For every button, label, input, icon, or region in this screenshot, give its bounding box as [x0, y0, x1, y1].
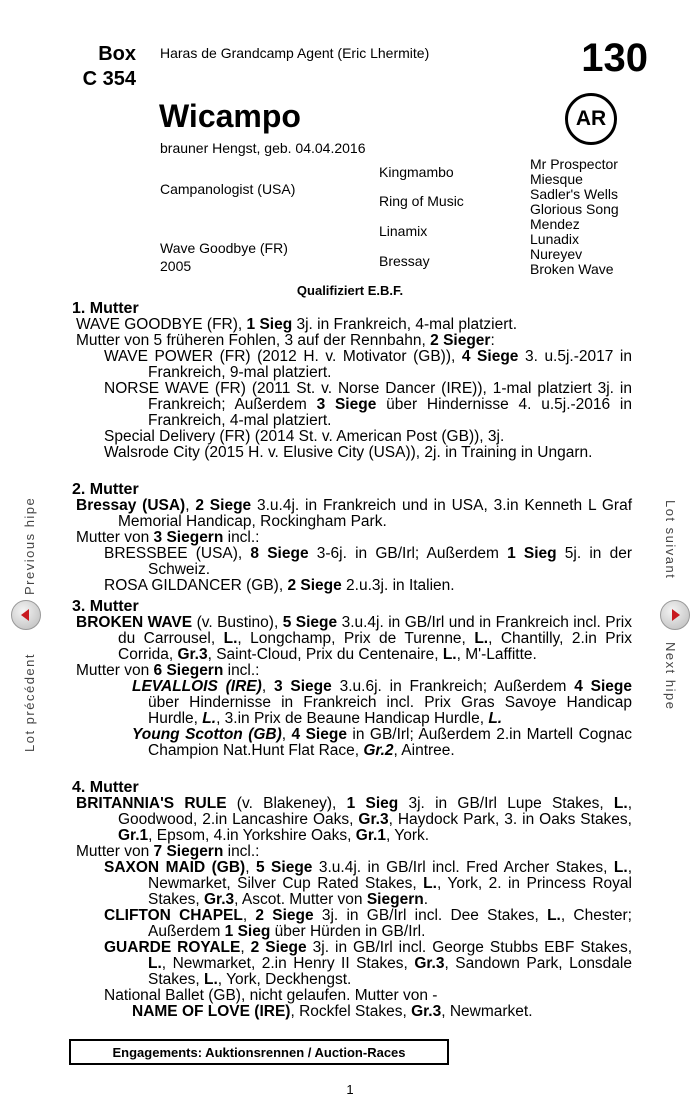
pedigree-dam: Wave Goodbye (FR) [160, 240, 288, 256]
pedigree-gg-1: Mr Prospector [530, 156, 618, 172]
pedigree-sire-sire: Kingmambo [379, 164, 454, 180]
pedigree-sire-dam: Ring of Music [379, 193, 464, 209]
produce-entry: Walsrode City (2015 H. v. Elusive City (USA)), 2j. in Training in Ungarn. [104, 444, 593, 461]
pedigree-dam-sire: Linamix [379, 223, 428, 239]
previous-hipe-link[interactable]: Previous hipe [22, 496, 37, 595]
dam-entry: WAVE GOODBYE (FR), 1 Sieg 3j. in Frankreich, 4-mal platziert. [76, 316, 518, 333]
section-heading: 2. Mutter [72, 481, 139, 498]
produce-entry: NAME OF LOVE (IRE), Rockfel Stakes, Gr.3, Newmarket. [132, 1003, 533, 1020]
horse-description: brauner Hengst, geb. 04.04.2016 [160, 140, 366, 156]
pedigree-gg-3: Sadler's Wells [530, 186, 618, 202]
dam-entry: Bressay (USA), 2 Siege 3.u.4j. in Frankreich und in USA, 3.in Kenneth L Graf Memorial Handicap, Rockingham Park. [76, 497, 632, 530]
box-line-1: Box [98, 43, 136, 65]
produce-entry: WAVE POWER (FR) (2012 H. v. Motivator (GB)), 4 Siege 3. u.5j.-2017 in Frankreich, 9-mal platziert. [104, 348, 632, 381]
pedigree-gg-8: Broken Wave [530, 261, 614, 277]
next-hipe-link[interactable]: Next hipe [663, 642, 678, 711]
lot-precedent-link[interactable]: Lot précédent [22, 652, 37, 752]
lot-suivant-link[interactable]: Lot suivant [663, 500, 678, 580]
pedigree-gg-6: Lunadix [530, 231, 580, 247]
produce-entry: National Ballet (GB), nicht gelaufen. Mutter von - [104, 987, 438, 1004]
produce-entry: Special Delivery (FR) (2014 St. v. American Post (GB)), 3j. [104, 428, 505, 445]
arrow-right-icon [667, 607, 683, 623]
page-number: 1 [346, 1082, 354, 1097]
pedigree-gg-4: Glorious Song [530, 201, 619, 217]
produce-summary: Mutter von 6 Siegern incl.: [76, 662, 260, 679]
engagements-box: Engagements: Auktionsrennen / Auction-Races [69, 1039, 449, 1065]
dam-entry: BROKEN WAVE (v. Bustino), 5 Siege 3.u.4j. in GB/Irl und in Frankreich incl. Prix du Carrousel, L., Longchamp, Prix de Turenne, L., Chantilly, 2.in Prix Corrida, Gr.3, Saint-Cloud, Prix du Centenaire, L., M'-Laffitte. [76, 614, 632, 663]
produce-summary: Mutter von 7 Siegern incl.: [76, 843, 260, 860]
produce-entry: NORSE WAVE (FR) (2011 St. v. Norse Dancer (IRE)), 1-mal platziert 3j. in Frankreich; Außerdem 3 Siege über Hindernisse 4. u.5j.-2016 in Frankreich, 4-mal platziert. [104, 380, 632, 429]
box-label [66, 42, 136, 92]
produce-entry: BRESSBEE (USA), 8 Siege 3-6j. in GB/Irl; Außerdem 1 Sieg 5j. in der Schweiz. [104, 545, 632, 578]
section-third-dam [72, 599, 632, 759]
pedigree-dam-dam: Bressay [379, 253, 430, 269]
section-first-dam [72, 301, 632, 461]
arrow-left-icon [18, 607, 34, 623]
pedigree-gg-2: Miesque [530, 171, 583, 187]
pedigree-dam-year: 2005 [160, 258, 192, 274]
pedigree-sire: Campanologist (USA) [160, 181, 296, 197]
section-fourth-dam [72, 780, 632, 1020]
section-heading: 4. Mutter [72, 779, 139, 796]
horse-name: Wicampo [159, 98, 301, 134]
produce-summary: Mutter von 5 früheren Fohlen, 3 auf der Rennbahn, 2 Sieger: [76, 332, 495, 349]
produce-entry: ROSA GILDANCER (GB), 2 Siege 2.u.3j. in Italien. [104, 577, 455, 594]
agent-name: Haras de Grandcamp Agent (Eric Lhermite) [160, 45, 430, 61]
pedigree-gg-7: Nureyev [530, 246, 583, 262]
box-line-2: C 354 [82, 68, 136, 90]
produce-entry: GUARDE ROYALE, 2 Siege 3j. in GB/Irl incl. George Stubbs EBF Stakes, L., Newmarket, 2.in Henry II Stakes, Gr.3, Sandown Park, Lonsdale Stakes, L., York, Deckhengst. [104, 939, 633, 988]
produce-entry: SAXON MAID (GB), 5 Siege 3.u.4j. in GB/Irl incl. Fred Archer Stakes, L., Newmarket, Silver Cup Rated Stakes, L., York, 2. in Princess Royal Stakes, Gr.3, Ascot. Mutter von Siegern. [104, 859, 632, 908]
next-lot-button[interactable] [660, 600, 690, 630]
produce-entry: Young Scotton (GB), 4 Siege in GB/Irl; Außerdem 2.in Martell Cognac Champion Nat.Hunt Flat Race, Gr.2, Aintree. [132, 726, 632, 759]
section-heading: 3. Mutter [72, 598, 139, 615]
pedigree-gg-5: Mendez [530, 216, 580, 232]
lot-number: 130 [581, 36, 648, 80]
dam-entry: BRITANNIA'S RULE (v. Blakeney), 1 Sieg 3j. in GB/Irl Lupe Stakes, L., Goodwood, 2.in Lancashire Oaks, Gr.3, Haydock Park, 3. in Oaks Stakes, Gr.1, Epsom, 4.in Yorkshire Oaks, Gr.1, York. [76, 795, 633, 844]
produce-entry: CLIFTON CHAPEL, 2 Siege 3j. in GB/Irl incl. Dee Stakes, L., Chester; Außerdem 1 Sieg über Hürden in GB/Irl. [104, 907, 632, 940]
section-second-dam [72, 482, 632, 594]
qualification: Qualifiziert E.B.F. [296, 283, 404, 298]
ar-badge: AR [565, 93, 617, 145]
produce-entry: LEVALLOIS (IRE), 3 Siege 3.u.6j. in Frankreich; Außerdem 4 Siege über Hindernisse in Frankreich incl. Prix Gras Savoye Handicap Hurdle, L., 3.in Prix de Beaune Handicap Hurdle, L. [132, 678, 633, 727]
section-heading: 1. Mutter [72, 300, 139, 317]
produce-summary: Mutter von 3 Siegern incl.: [76, 529, 260, 546]
previous-lot-button[interactable] [11, 600, 41, 630]
